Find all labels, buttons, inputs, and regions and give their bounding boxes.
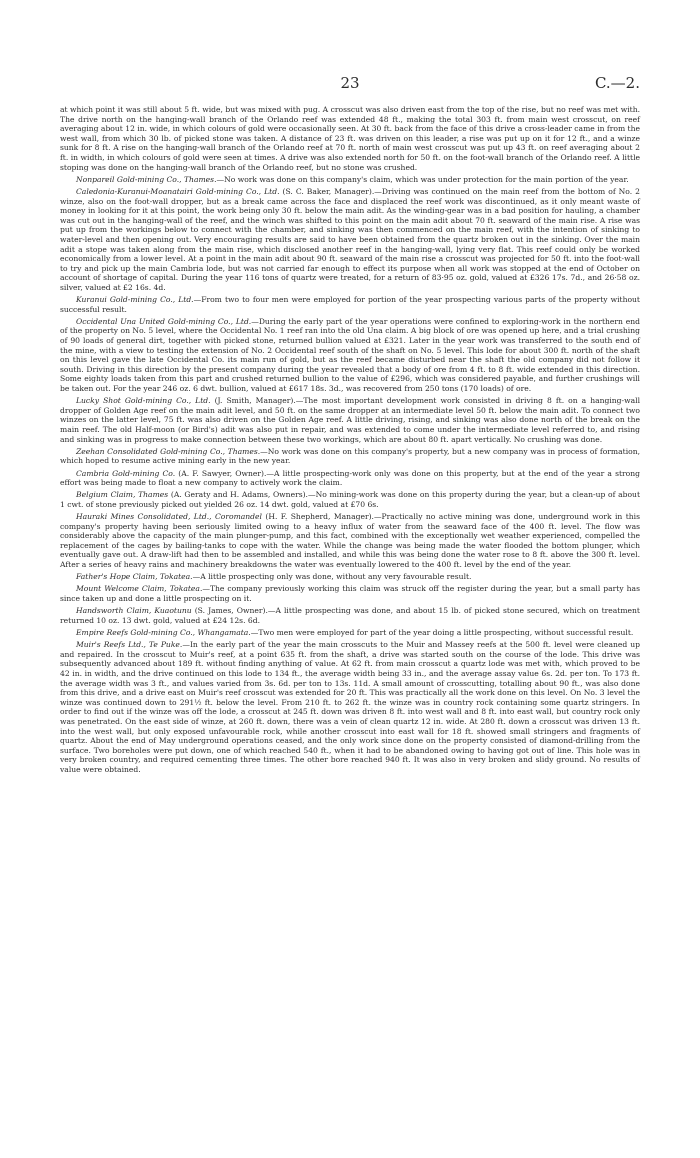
paragraph [60,447,640,466]
paragraph-heading: Lucky Shot Gold-mining Co., Ltd. [76,396,211,406]
paragraph [60,584,640,603]
paragraph [60,295,640,314]
paragraph-text: —During the early part of the year operations were confined to exploring-work in the northern end of the property on No. 5 level, where the Occidental No. 1 reef ran into the old Una claim. A big block of ore was opened up here, and a trial crushing of 90 loads of general dirt, together with picked stone, returned bullion valued at £321. Later in the year work was transferred to the south end of the mine, with a view to testing the extension of No. 2 Occidental reef south of the shaft on No. 5 level. This lode for about 300 ft. north of the shaft on this level gave the late Occidental Co. its main run of gold, but as the reef became disturbed near the shaft the old company did not follow it south. Driving in this direction by the present company during the year revealed that a body of ore from 4 ft. to 8 ft. wide extended in this direction. Some eighty loads taken from this part and crushed returned bullion to the value of £296, which was considered payable, and further crushings will be taken out. For the year 246 oz. 6 dwt. bullion, valued at £617 18s. 3d., was recovered from 250 tons (170 loads) of ore. [60,316,640,393]
paragraph [60,640,640,774]
paragraph-heading: Occidental Una United Gold-mining Co., Ltd. [76,316,252,326]
paragraph [60,628,640,638]
paragraph-heading: Nonpareil Gold-mining Co., Thames. [76,174,217,184]
paragraph-heading: Mount Welcome Claim, Tokatea. [76,584,203,594]
paragraph [60,572,640,582]
paragraph-heading: Empire Reefs Gold-mining Co., Whangamata. [76,628,251,637]
paragraph-text: —A little prospecting only was done, without any very favourable result. [192,572,472,582]
paragraph [60,512,640,570]
paragraph-heading: Zeehan Consolidated Gold-mining Co., Thames. [76,446,261,456]
paragraph [60,105,640,172]
paragraph-text: —No work was done on this company's claim, which was under protection for the main portion of the year. [216,174,629,184]
paragraph-text: —From two to four men were employed for portion of the year prospecting various parts of the property without successful result. [60,295,640,314]
paragraph-heading: Kuranui Gold-mining Co., Ltd. [76,295,194,305]
paragraph-text: —The company previously working this claim was struck off the register during the year, but a small party has since taken up and done a little prospecting on it. [60,584,640,604]
paragraph [60,469,640,488]
paragraph-heading: Cambria Gold-mining Co. [76,468,176,478]
paragraph-text: (S. James, Owner).—A little prospecting was done, and about 15 lb. of picked stone secured, which on treatment returned 10 oz. 13 dwt. gold, valued at £24 12s. 6d. [60,606,640,625]
paragraph [60,396,640,444]
report-body [60,105,640,777]
paragraph [60,490,640,509]
paragraph-text: at which point it was still about 5 ft. wide, but was mixed with pug. A crosscut was also driven east from the top of the rise, but no reef was met with. The drive north on the hanging-wall branch of the Orlando reef was extended 48 ft., making the total 303 ft. from main west crosscut, on reef averaging about 12 in. wide, in which colours of gold were occasionally seen. At 30 ft. back from the face of this drive a cross-leader came in from the west wall, from which 30 lb. of picked stone was taken. A distance of 23 ft. was driven on this leader, a rise was put up on it for 12 ft., and a winze sunk for 8 ft. A rise on the hanging-wall branch of the Orlando reef at 70 ft. north of main west crosscut was put up 43 ft. on reef averaging about 2 ft. in width, in which colours of gold were seen at times. A drive was also extended north for 50 ft. on the foot-wall branch of the Orlando reef. A little stoping was done on the hanging-wall branch of the Orlando reef, but no stone was crushed. [60,105,640,172]
paragraph [60,606,640,625]
paragraph-text: (H. F. Shepherd, Manager).—Practically no active mining was done, underground work in this company's property having been seriously limited owing to a heavy influx of water from the seaward face of the 400 ft. level. The flow was considerably above the capacity of the main plunger-pump, and this fact, combined with the exceptionally wet weather experienced, compelled the replacement of the cages by bailing-tanks to cope with the water. While the change was being made the water flooded the bottom plunger, which eventually gave out. A draw-lift had then to be assembled and installed, and while this was being done the water rose to 8 ft. above the 300 ft. level. After a series of heavy rains and machinery breakdowns the water was eventually lowered to the 400 ft. level by the end of the year. [60,512,640,570]
paragraph-heading: Hauraki Mines Consolidated, Ltd., Coromandel [76,512,262,522]
paragraph-heading: Belgium Claim, Thames [76,490,169,500]
paragraph-text: —No work was done on this company's property, but a new company was in process of formation, which hoped to resume active mining early in the new year. [60,446,641,466]
paragraph-text: —Two men were employed for part of the year doing a little prospecting, without successful result. [250,628,634,637]
paragraph-heading: Muir's Reefs Ltd., Te Puke. [76,640,183,650]
page-number: 23 [340,74,360,92]
paragraph-heading: Father's Hope Claim, Tokatea. [76,572,193,582]
paragraph [60,175,640,185]
paragraph [60,317,640,394]
paragraph-text: (A. F. Sawyer, Owner).—A little prospecting-work only was done on this property, but at the end of the year a strong effort was being made to float a new company to actively work the claim. [60,468,640,488]
paragraph-heading: Handsworth Claim, Kuaotunu [76,606,192,616]
paragraph-heading: Caledonia-Kuranui-Moanatairi Gold-mining Co., Ltd. [76,186,280,196]
paragraph [60,187,640,293]
paragraph-text: (S. C. Baker, Manager).—Driving was continued on the main reef from the bottom of No. 2 winze, also on the foot-wall dropper, but as a break came across the face and displaced the reef work was discontinued, as it only meant waste of money in looking for it at this point, the work being only 30 ft. below the main adit. As the winding-gear was in a bad position for hauling, a chamber was cut out in the hanging-wall of the reef, and the winch was shifted to this point on the main adit about 70 ft. seaward of the main rise. A rise was put up from the workings below to connect with the chamber, and sinking was then commenced on the main reef, with the intention of sinking to water-level and then opening out. Very encouraging results are said to have been obtained from the quartz broken out in the sinking. Over the main adit a stope was taken along from the main rise, which disclosed another reef in the hanging-wall, lying very flat. This reef could only be worked economically from a lower level. At a point in the main adit about 90 ft. seaward of the main rise a crosscut was projected for 50 ft. into the foot-wall to try and pick up the main Cambria lode, but was not carried far enough to effect its purpose when all work was stopped at the end of October on account of shortage of capital. During the year 116 tons of quartz were treated, for a return of 83·95 oz. gold, valued at £326 17s. 7d., and 26·58 oz. silver, valued at £2 16s. 4d. [60,186,640,292]
paragraph-text: (A. Geraty and H. Adams, Owners).—No mining-work was done on this property during the year, but a clean-up of about 1 cwt. of stone previously picked out yielded 26 oz. 14 dwt. gold, valued at £70 6s. [60,490,640,509]
page-reference: C.—2. [594,74,640,92]
paragraph-text: —In the early part of the year the main crosscuts to the Muir and Massey reefs at the 500 ft. level were cleaned up and repaired. In the crosscut to Muir's reef, at a point 635 ft. from the shaft, a drive was started south on the course of the lode. This drive was subsequently advanced about 189 ft. without finding anything of value. At 62 ft. from main crosscut a quartz lode was met with, which proved to be 42 in. in width, and the drive continued on this lode to 134 ft., the average width being 33 in., and the average assay value 6s. 2d. per ton. To 173 ft. the average width was 3 ft., and values varied from 3s. 6d. per ton to 13s. 11d. A small amount of crosscutting, totalling about 90 ft., was also done from this drive, and a drive east on Muir's reef crosscut was extended for 20 ft. This was practically all the work done on this level. On No. 3 level the winze was continued down to 291½ ft. below the level. From 210 ft. to 262 ft. the winze was in country rock containing some quartz stringers. In order to find out if the winze was off the lode, a crosscut at 245 ft. down was driven 8 ft. into west wall and 8 ft. into east wall, but country rock only was penetrated. On the east side of winze, at 260 ft. down, there was a vein of clean quartz 12 in. wide. At 280 ft. down a crosscut was driven 13 ft. into the west wall, but only exposed unfavourable rock, while another crosscut into east wall for 18 ft. showed small stringers and fragments of quartz. About the end of May underground operations ceased, and the only work since done on the property consisted of diamond-drilling from the surface. Two boreholes were put down, one of which reached 540 ft., when it had to be abandoned owing to having got out of line. This hole was in very broken country, and required cementing three times. The other bore reached 940 ft. It was also in very broken and slidy ground. No results of value were obtained. [60,640,640,774]
paragraph-text: (J. Smith, Manager).—The most important development work consisted in driving 8 ft. on a hanging-wall dropper of Golden Age reef on the main adit level, and 50 ft. on the same dropper at an intermediate level 50 ft. below the main adit. To connect two winzes on the latter level, 75 ft. was also driven on the Golden Age reef. A little driving, rising, and sinking was also done north of the break on the main reef. The old Half-moon (or Bird's) adit was also put in repair, and was extended to come under the intermediate level referred to, and rising and sinking was in progress to make connection between these two workings, which are about 80 ft. apart vertically. No crushing was done. [60,396,640,444]
